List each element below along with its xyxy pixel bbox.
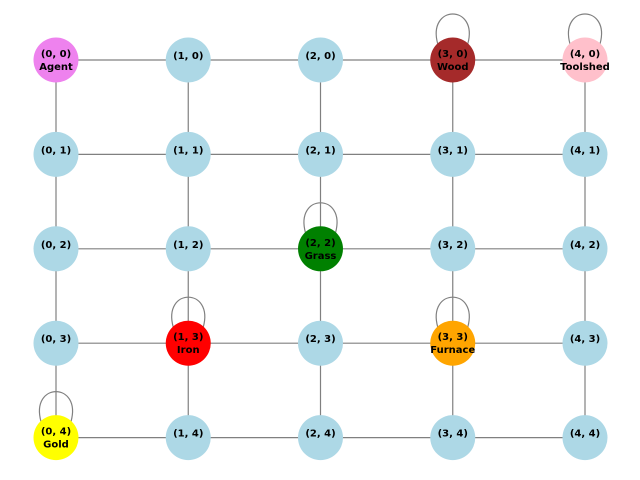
node-1-3 — [166, 321, 211, 366]
node-coord-label: (2, 0) — [305, 51, 336, 62]
node-coord-label: (1, 3) — [173, 332, 204, 344]
node-2-1 — [298, 132, 343, 177]
node-coord-label: (3, 1) — [437, 145, 468, 157]
node-coord-label: (3, 3) — [437, 332, 468, 344]
node-coord-label: (0, 1) — [40, 145, 72, 157]
node-coord-label: (3, 2) — [437, 239, 468, 251]
node-3-4 — [430, 415, 475, 460]
node-circle — [430, 38, 475, 83]
node-4-1 — [563, 132, 608, 177]
node-coord-label: (2, 1) — [305, 145, 336, 157]
node-3-1 — [430, 132, 475, 177]
node-0-4 — [34, 415, 79, 460]
node-coord-label: (4, 2) — [569, 239, 601, 251]
node-coord-label: (4, 4) — [569, 428, 601, 440]
node-2-0 — [298, 38, 343, 83]
node-item-label: Agent — [39, 62, 73, 73]
node-1-1 — [166, 132, 211, 177]
node-4-0 — [560, 38, 610, 83]
node-coord-label: (0, 4) — [40, 426, 72, 438]
node-0-2 — [34, 226, 79, 271]
node-item-label: Wood — [436, 62, 469, 73]
node-1-4 — [166, 415, 211, 460]
node-coord-label: (4, 0) — [569, 49, 601, 60]
node-item-label: Iron — [176, 345, 200, 357]
node-0-1 — [34, 132, 79, 177]
node-coord-label: (1, 0) — [173, 51, 204, 62]
node-4-3 — [563, 321, 608, 366]
node-coord-label: (0, 0) — [40, 49, 72, 60]
node-3-2 — [430, 226, 475, 271]
node-3-0 — [430, 38, 475, 83]
node-coord-label: (0, 3) — [40, 334, 72, 346]
node-1-2 — [166, 226, 211, 271]
node-coord-label: (0, 2) — [40, 239, 72, 251]
node-coord-label: (2, 3) — [305, 334, 336, 346]
node-coord-label: (3, 0) — [437, 49, 468, 60]
node-2-3 — [298, 321, 343, 366]
node-4-4 — [563, 415, 608, 460]
node-item-label: Gold — [43, 439, 69, 451]
node-coord-label: (4, 3) — [569, 334, 601, 346]
node-coord-label: (2, 2) — [305, 237, 336, 249]
node-1-0 — [166, 38, 211, 83]
node-circle — [34, 38, 79, 83]
node-2-4 — [298, 415, 343, 460]
node-coord-label: (3, 4) — [437, 428, 468, 440]
node-item-label: Toolshed — [560, 62, 610, 73]
node-coord-label: (1, 1) — [173, 145, 204, 157]
node-coord-label: (2, 4) — [305, 428, 336, 440]
node-item-label: Grass — [304, 250, 337, 262]
node-0-3 — [34, 321, 79, 366]
node-coord-label: (1, 2) — [173, 239, 204, 251]
node-item-label: Furnace — [430, 345, 476, 357]
node-2-2 — [298, 226, 343, 271]
node-3-3 — [430, 321, 475, 366]
node-0-0 — [34, 38, 79, 83]
node-coord-label: (1, 4) — [173, 428, 204, 440]
node-4-2 — [563, 226, 608, 271]
node-coord-label: (4, 1) — [569, 145, 601, 157]
node-circle — [563, 38, 608, 83]
